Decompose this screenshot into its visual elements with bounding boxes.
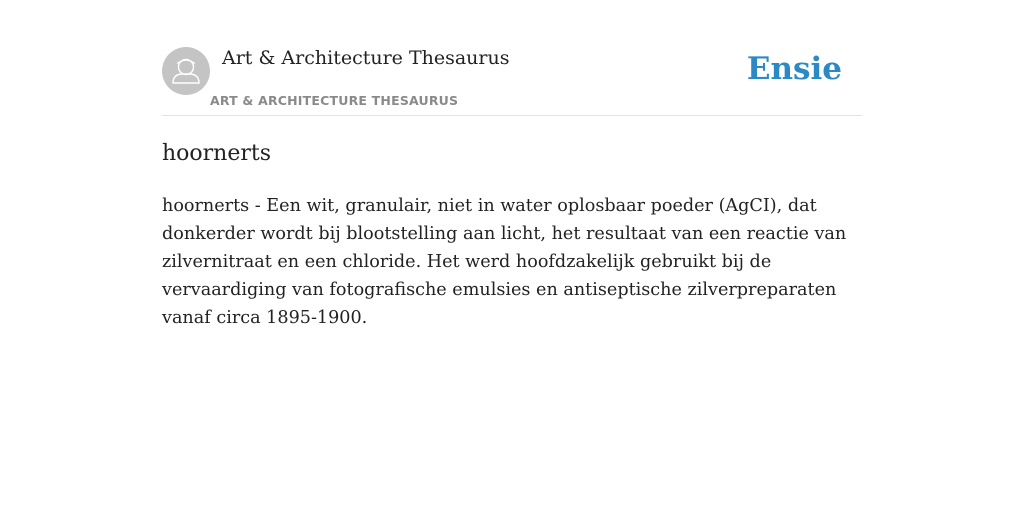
entry-title: hoornerts: [162, 141, 272, 166]
brand-logo[interactable]: Ensie: [746, 51, 842, 87]
header: [162, 0, 862, 116]
user-icon: [162, 47, 210, 95]
author-name-link[interactable]: Art & Architecture Thesaurus: [222, 47, 510, 69]
avatar[interactable]: [162, 47, 210, 95]
entry-definition: hoornerts - Een wit, granulair, niet in water oplosbaar poeder (AgCI), dat donkerder wordt bij blootstelling aan licht, het resultaat van een reactie van zilvernitraat en een chloride. Het werd hoofdzakelijk gebruikt bij de vervaardiging van fotografische emulsies en antiseptische zilverpreparaten vanaf circa 1895-1900.: [162, 196, 847, 328]
source-label: ART & ARCHITECTURE THESAURUS: [210, 93, 459, 108]
